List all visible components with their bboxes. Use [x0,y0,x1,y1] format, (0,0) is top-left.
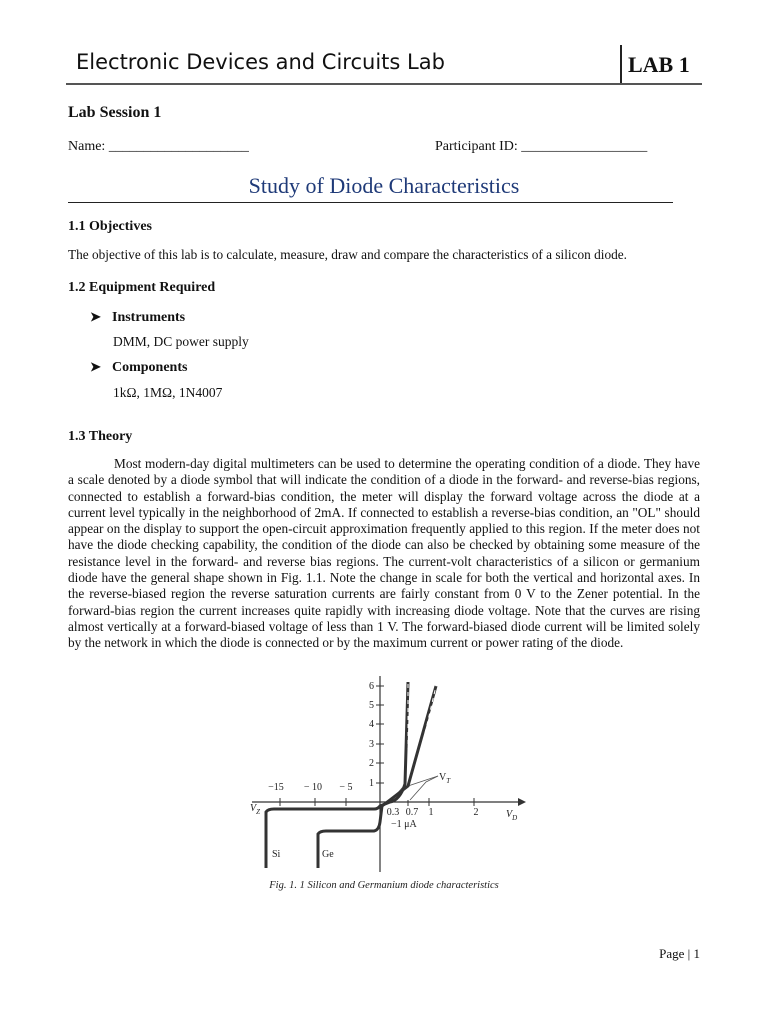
vt-label-sub: T [446,777,451,785]
components-bullet [90,359,187,376]
vz-label-sub: Z [256,808,261,816]
equipment-heading: 1.2 Equipment Required [68,280,216,295]
instruments-label: Instruments [112,310,186,325]
x-tick-label: 0.7 [405,807,419,818]
voltage-axis-arrow-icon [518,798,526,806]
vd-label-main: V [506,809,513,820]
name-field: Name: ____________________ [68,139,249,154]
header-divider [620,45,622,83]
participant-id-field: Participant ID: __________________ [435,139,648,154]
vz-label-main: V [250,803,257,814]
ge-curve [318,686,436,868]
si-curve [266,682,408,868]
y-tick-label: 6 [369,681,374,692]
objectives-text: The objective of this lab is to calculate, measure, draw and compare the characteristics of a silicon diode. [68,247,627,262]
ge-curve-dash [416,686,436,772]
page-number: Page | 1 [659,946,700,961]
title-rule [68,202,673,203]
x-tick-label: − 5 [339,782,353,793]
vt-label [439,772,451,785]
instruments-bullet [90,309,185,326]
y-tick-label: 5 [369,700,374,711]
arrow-bullet-icon: ➤ [90,309,101,324]
vd-label-sub: D [512,814,518,822]
x-tick-label: − 10 [303,782,323,793]
header-rule [66,83,702,85]
x-tick-label: 2 [473,807,479,818]
vz-label [250,803,260,816]
leakage-label: −1 μA [391,819,417,830]
theory-text: Most modern-day digital multimeters can be used to determine the operating condition of a diode. They have a scale denoted by a diode symbol that will indicate the condition of a diode in the forward- and reverse-bias regions, connected to establish a forward-bias condition, the meter will display the forward voltage across the diode at a current level typically in the neighborhood of 2mA. If connected to establish a reverse-bias condition, an "OL" should appear on the display to support the open-circuit approximation frequently applied to this region. If the meter does not have the diode checking capability, the condition of the diode can also be checked by obtaining some measure of the resistance level in the forward- and reverse bias regions. The current-volt characteristics of a silicon or germanium diode have the general shape shown in Fig. 1.1. Note the change in scale for both the vertical and horizontal axes. In the reverse-biased region the reverse saturation currents are fairly constant from 0 V to the Zener potential. In the forward-bias region the current increases quite rapidly with increasing diode voltage. Note that the curves are rising almost vertically at a forward-biased voltage of less than 1 V. The forward-biased diode current will be limited solely by the network in which the diode is connected or by the maximum current or power rating of the diode. [68,456,700,651]
ge-label: Ge [322,849,334,860]
course-title: Electronic Devices and Circuits Lab [76,50,445,74]
vd-label [506,809,517,822]
y-tick-label: 2 [369,758,374,769]
session-heading: Lab Session 1 [68,104,162,121]
lab-label: LAB 1 [628,52,690,77]
instruments-text: DMM, DC power supply [113,334,249,349]
y-tick-label: 3 [369,739,374,750]
x-tick-label: −15 [268,782,284,793]
components-text: 1kΩ, 1MΩ, 1N4007 [113,385,223,400]
diode-characteristics-figure [240,672,530,878]
y-tick-label: 4 [369,719,374,730]
vt-label-main: V [439,772,447,783]
x-tick-label: 1 [428,807,434,818]
components-label: Components [112,360,188,375]
page-title: Study of Diode Characteristics [248,173,520,198]
vt-pointer-si [410,776,438,800]
x-tick-label: 0.3 [386,807,400,818]
y-tick-label: 1 [369,778,374,789]
theory-heading: 1.3 Theory [68,429,133,444]
objectives-heading: 1.1 Objectives [68,219,152,234]
figure-caption: Fig. 1. 1 Silicon and Germanium diode characteristics [269,880,499,891]
arrow-bullet-icon: ➤ [90,359,101,374]
si-label: Si [272,849,281,860]
